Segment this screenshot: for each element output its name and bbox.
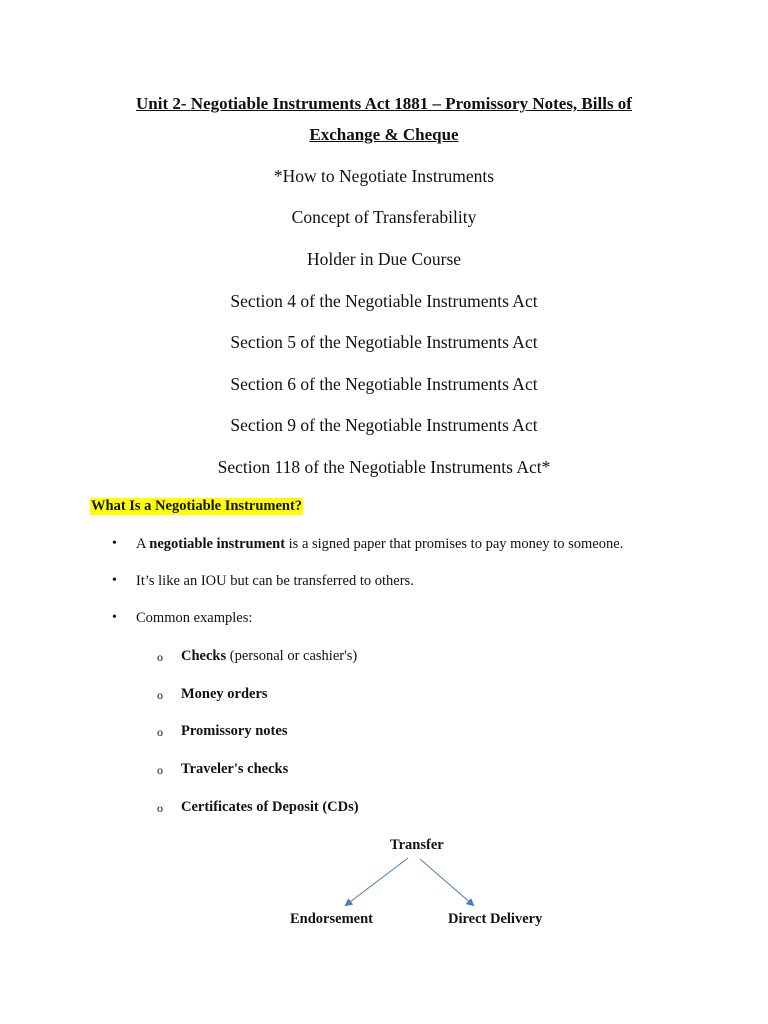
- section-heading: What Is a Negotiable Instrument?: [91, 498, 303, 514]
- document-title-line-1: Unit 2- Negotiable Instruments Act 1881 – Promissory Notes, Bills of: [136, 94, 632, 113]
- example-bold: Checks: [181, 648, 227, 664]
- arrow-to-direct-delivery: [420, 859, 473, 905]
- sub-bullet-icon: o: [157, 725, 163, 739]
- topic-section-9: Section 9 of the Negotiable Instruments Act: [230, 415, 538, 435]
- topic-section-4: Section 4 of the Negotiable Instruments Act: [230, 291, 538, 311]
- bullet-text-bold-term: negotiable instrument: [149, 536, 286, 552]
- bullet-text: It’s like an IOU but can be transferred to others.: [136, 573, 414, 589]
- document-title-line-2: Exchange & Cheque: [309, 125, 459, 144]
- sub-bullet-icon: o: [157, 688, 163, 702]
- sub-bullet-icon: o: [157, 763, 163, 777]
- topic-section-5: Section 5 of the Negotiable Instruments Act: [230, 332, 538, 352]
- bullet-text-suffix: is a signed paper that promises to pay money to someone.: [285, 536, 624, 552]
- topic-holder-in-due-course: Holder in Due Course: [306, 249, 462, 269]
- diagram-root-transfer: Transfer: [390, 837, 444, 853]
- topic-section-6: Section 6 of the Negotiable Instruments Act: [230, 374, 538, 394]
- bullet-icon: •: [112, 573, 117, 588]
- bullet-text-prefix: A: [136, 536, 150, 552]
- sub-bullet-icon: o: [157, 650, 163, 664]
- sub-bullet-icon: o: [157, 801, 163, 815]
- topic-section-118: Section 118 of the Negotiable Instruments Act*: [217, 457, 551, 477]
- diagram-node-direct-delivery: Direct Delivery: [448, 911, 543, 927]
- example-text: [181, 648, 357, 665]
- diagram-arrows: [330, 850, 490, 920]
- bullet-text: [136, 536, 623, 553]
- example-text: Money orders: [181, 686, 268, 702]
- bullet-text: Common examples:: [136, 610, 253, 626]
- example-text: Promissory notes: [181, 723, 288, 739]
- diagram-node-endorsement: Endorsement: [290, 911, 373, 927]
- topic-how-to-negotiate: *How to Negotiate Instruments: [273, 166, 495, 186]
- example-rest: (personal or cashier's): [226, 648, 358, 664]
- arrow-to-endorsement: [346, 858, 408, 905]
- example-text: Traveler's checks: [181, 761, 289, 777]
- bullet-icon: •: [112, 610, 117, 625]
- example-text: Certificates of Deposit (CDs): [181, 799, 359, 815]
- topic-transferability: Concept of Transferability: [291, 207, 477, 227]
- bullet-icon: •: [112, 536, 117, 551]
